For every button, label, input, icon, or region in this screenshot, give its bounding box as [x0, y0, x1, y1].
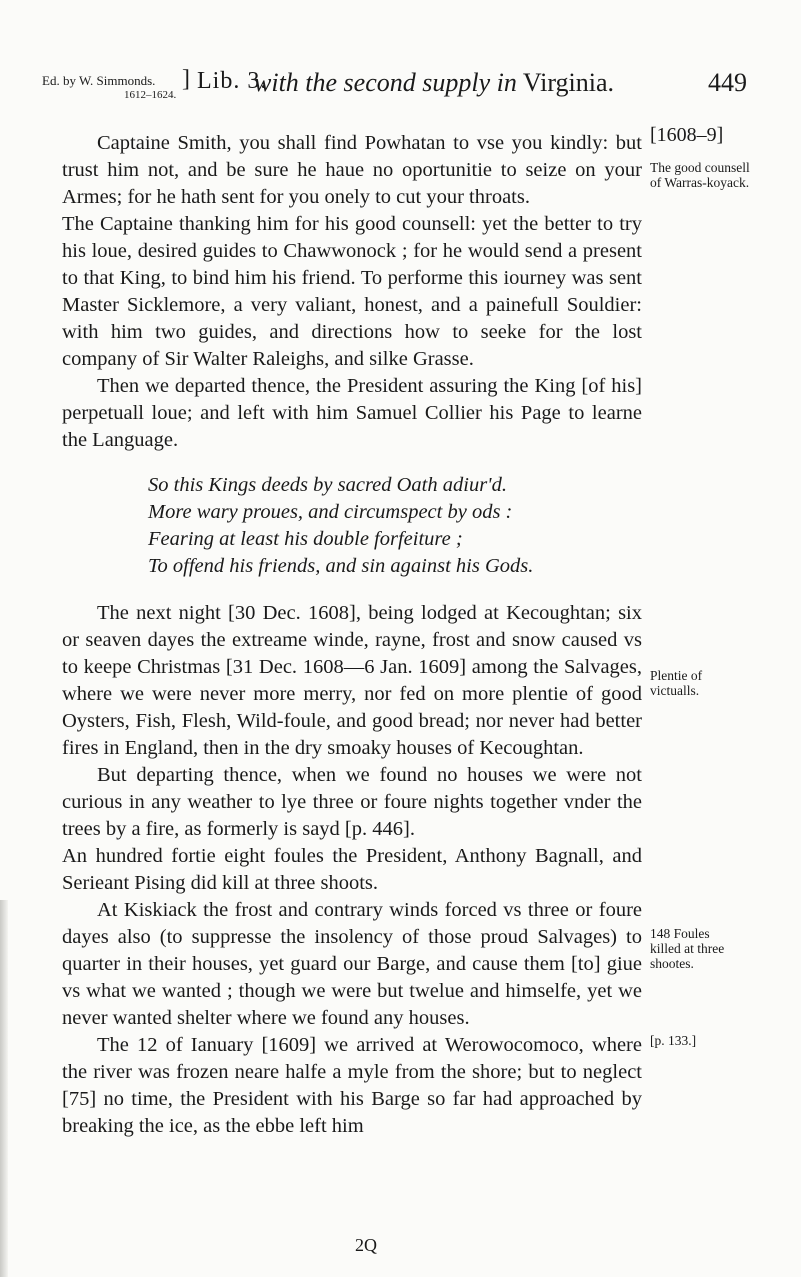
verse-line: So this Kings deeds by sacred Oath adiur'd.	[148, 474, 507, 496]
paragraph: At Kiskiack the frost and contrary winds forced vs three or foure dayes also (to suppresse the insolency of those proud Salvages) to quarter in their houses, yet guard our Barge, and cause them [to] giue vs what we wanted ; though we were but twelue and himselfe, yet we never wanted shelter where we found any houses.	[62, 899, 642, 1029]
running-title-italic: with the second supply in	[254, 68, 517, 97]
page-gutter-shadow	[0, 900, 8, 1277]
main-text	[62, 130, 642, 1140]
paragraph: The Captaine thanking him for his good counsell: yet the better to try his loue, desired guides to Chawwonock ; for he would send a present to that King, to bind him his friend. To performe this iourney was sent Master Sicklemore, a very valiant, honest, and a painefull Souldier: with him two guides, and directions how to seeke for the lost company of Sir Walter Raleighs, and silke Grasse.	[62, 213, 642, 370]
margin-note-counsell: The good counsell of Warras-koyack.	[650, 160, 750, 190]
header-bracket: ]	[182, 66, 190, 92]
signature-mark: 2Q	[355, 1235, 377, 1255]
margin-note-victualls: Plentie of victualls.	[650, 668, 703, 698]
margin-note-page-ref: [p. 133.]	[650, 1033, 697, 1048]
running-title	[254, 68, 614, 98]
paragraph: Then we departed thence, the President assuring the King [of his] perpetuall loue; and left with him Samuel Collier his Page to learne the Language.	[62, 375, 642, 451]
book-number: Lib. 3.	[197, 68, 268, 94]
editor-dates: 1612–1624.	[124, 89, 177, 101]
margin-note-foules: 148 Foules killed at three shootes.	[650, 926, 725, 971]
editor-name: Ed. by W. Simmonds.	[42, 73, 156, 88]
verse	[148, 472, 642, 580]
page-number: 449	[708, 68, 747, 97]
margin-date: [1608–9]	[650, 124, 724, 146]
paragraph: Captaine Smith, you shall find Powhatan to vse you kindly: but trust him not, and be sure he haue no oportunitie to seize on your Armes; for he hath sent for you onely to cut your throats.	[62, 132, 642, 208]
paragraph: The 12 of Ianuary [1609] we arrived at Werowocomoco, where the river was frozen neare halfe a myle from the shore; but to neglect [75] no time, the President with his Barge so far had approached by breaking the ice, as the ebbe left him	[62, 1034, 642, 1137]
verse-line: To offend his friends, and sin against his Gods.	[148, 555, 534, 577]
editor-credit	[42, 66, 190, 101]
paragraph: An hundred fortie eight foules the President, Anthony Bagnall, and Serieant Pising did kill at three shoots.	[62, 845, 642, 894]
paragraph: But departing thence, when we found no houses we were not curious in any weather to lye three or foure nights together vnder the trees by a fire, as formerly is sayd [p. 446].	[62, 764, 642, 840]
running-title-roman: Virginia.	[516, 68, 615, 97]
verse-line: Fearing at least his double forfeiture ;	[148, 528, 463, 550]
paragraph: The next night [30 Dec. 1608], being lodged at Kecoughtan; six or seaven dayes the extreame winde, rayne, frost and snow caused vs to keepe Christmas [31 Dec. 1608—6 Jan. 1609] among the Salvages, where we were never more merry, nor fed on more plentie of good Oysters, Fish, Flesh, Wild-foule, and good bread; nor never had better fires in England, then in the dry smoaky houses of Kecoughtan.	[62, 602, 642, 759]
verse-line: More wary proues, and circumspect by ods :	[148, 501, 513, 523]
running-header	[42, 66, 762, 120]
